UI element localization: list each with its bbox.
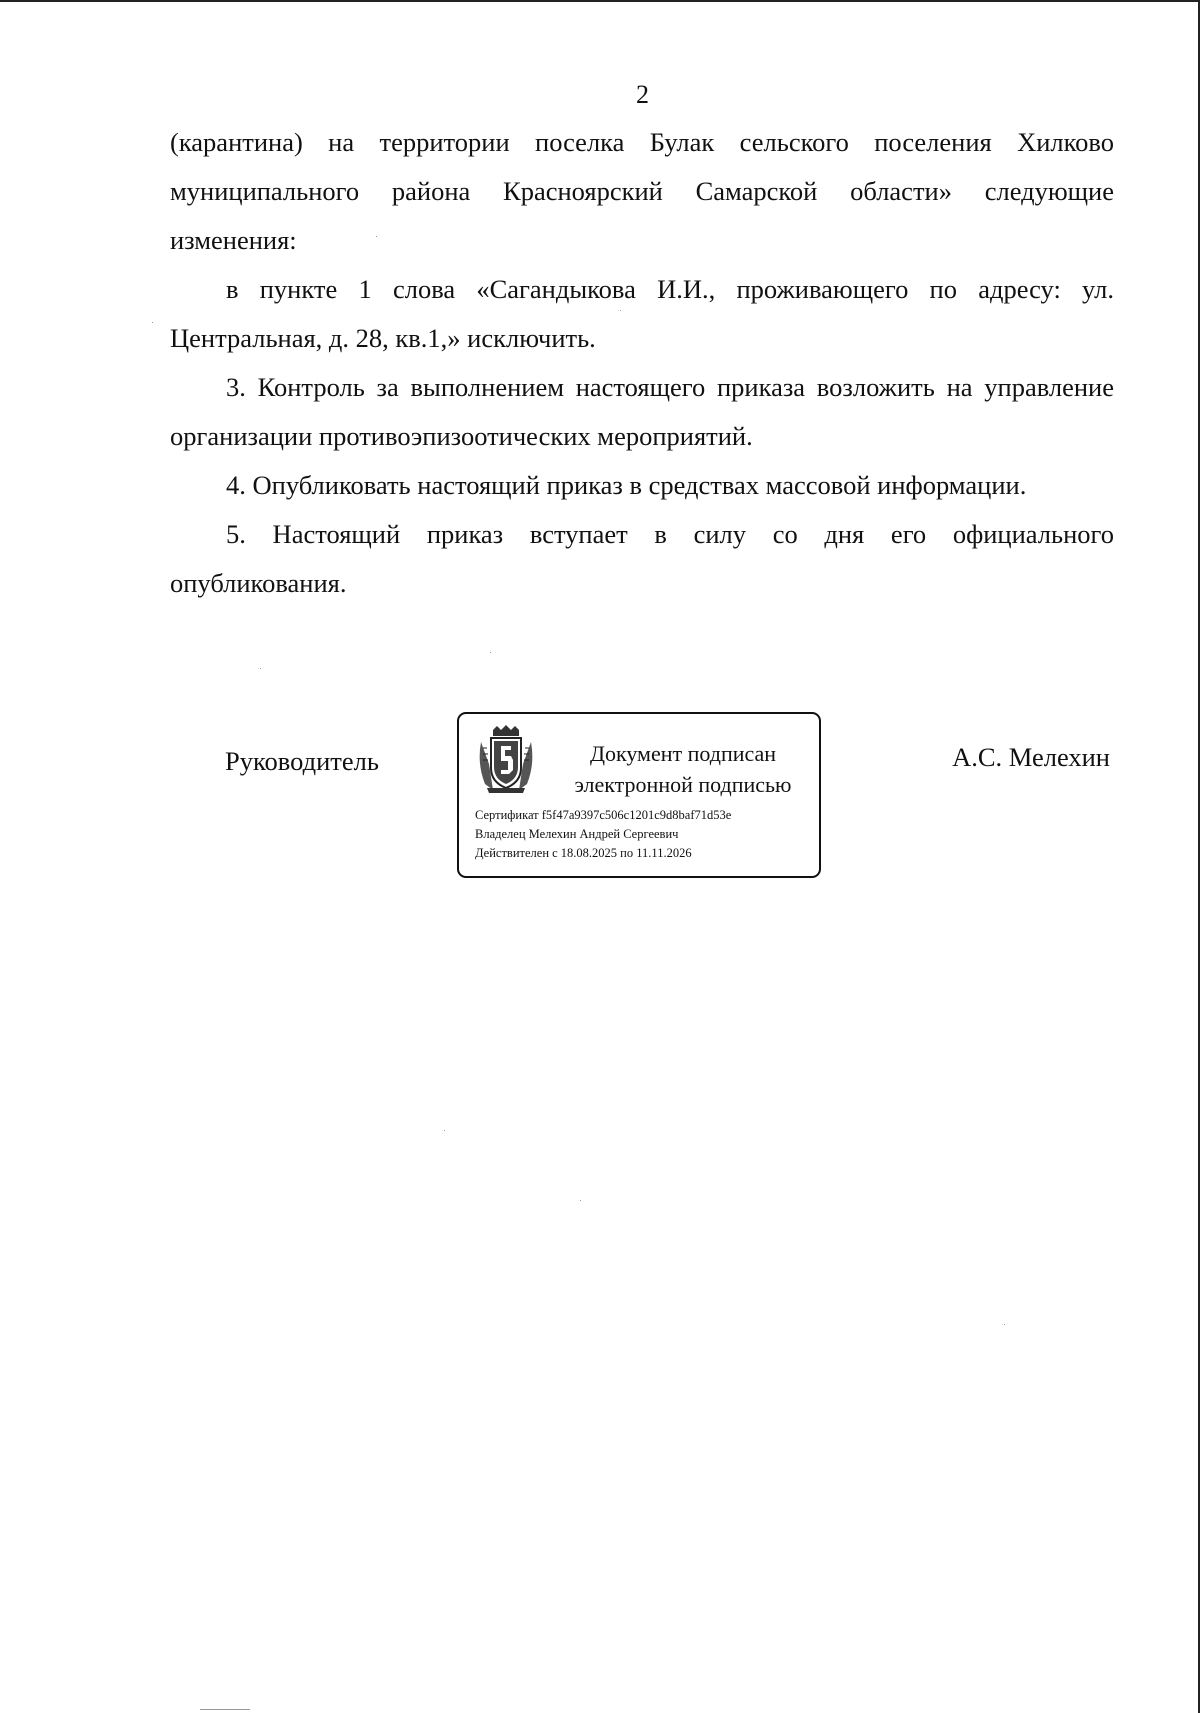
scan-speck [1004,1324,1005,1325]
coat-of-arms-icon [475,724,537,794]
paragraph-publish: 4. Опубликовать настоящий приказ в средствах массовой информации. [226,470,1027,500]
certificate-number: Сертификат f5f47a9397c506c1201c9d8baf71d53e [475,808,732,822]
stamp-title-line2: электронной подписью [574,772,792,797]
certificate-validity: Действителен с 18.08.2025 по 11.11.2026 [475,846,692,860]
scan-speck [620,310,621,311]
scan-speck [490,652,491,653]
document-body [170,118,1114,608]
signature-block [0,712,1200,882]
scan-speck [376,236,377,237]
stamp-details [475,806,731,863]
page-edge-top [0,0,1200,2]
signer-role: Руководитель [225,746,379,776]
certificate-owner: Владелец Мелехин Андрей Сергеевич [475,827,679,841]
paragraph-effective: 5. Настоящий приказ вступает в силу со дня его официального опубликования. [170,519,1114,598]
paragraph-continuation: (карантина) на территории поселка Булак сельского поселения Хилково муниципального района Красноярский Самарской области» следующие изменения: [170,127,1114,255]
page-number: 2 [636,80,649,109]
scan-speck [580,1200,581,1201]
paragraph-control: 3. Контроль за выполнением настоящего приказа возложить на управление организации противоэпизоотических мероприятий. [170,372,1114,451]
paragraph-amendment: в пункте 1 слова «Сагандыкова И.И., проживающего по адресу: ул. Центральная, д. 28, кв.1,» исключить. [170,274,1114,353]
scan-speck [260,668,261,669]
electronic-signature-stamp [457,712,821,878]
scan-speck [444,1130,445,1131]
scan-speck [152,322,153,323]
scan-edge-mark [200,1709,250,1710]
signer-name: А.С. Мелехин [952,742,1110,772]
stamp-title [557,738,809,800]
stamp-title-line1: Документ подписан [589,741,777,766]
